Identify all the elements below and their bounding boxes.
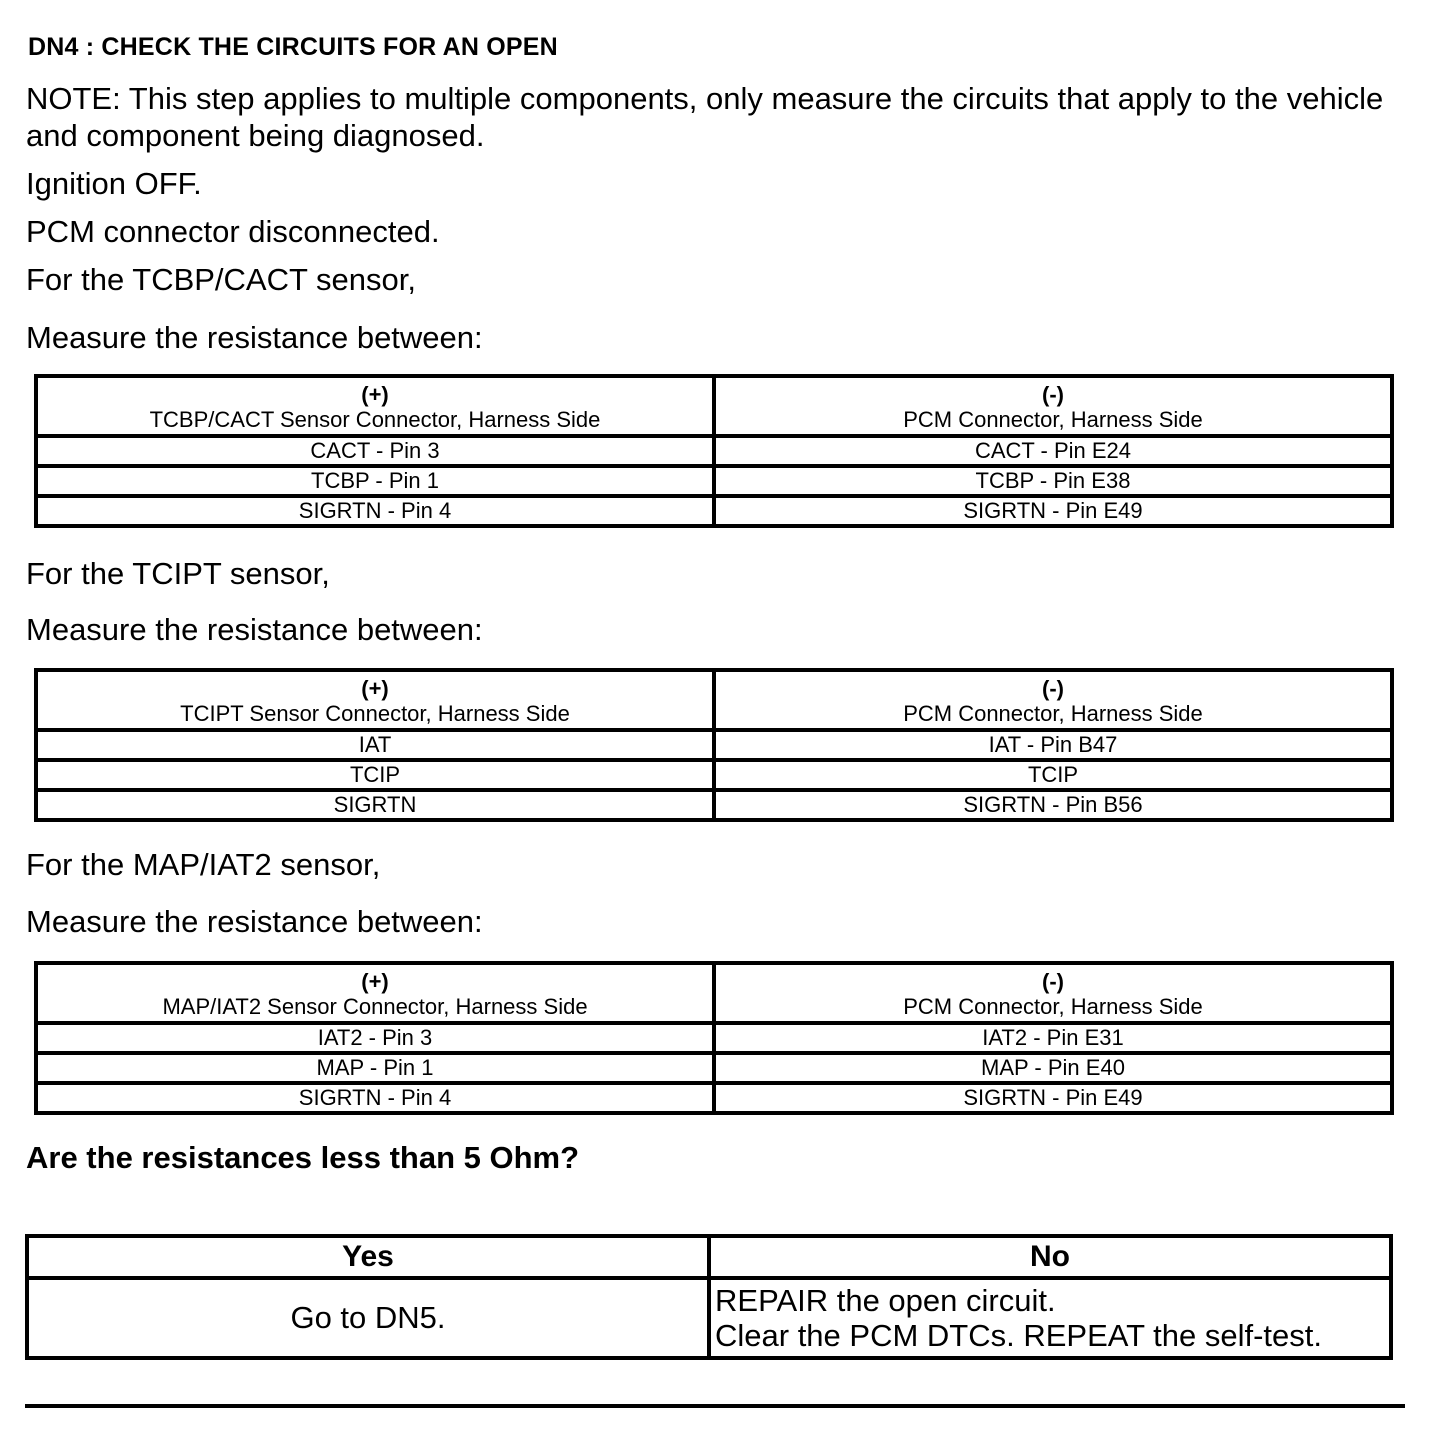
table-row bbox=[36, 760, 1392, 790]
positive-pin-cell: TCIP bbox=[36, 760, 714, 790]
positive-connector-label: TCIPT Sensor Connector, Harness Side bbox=[180, 701, 570, 726]
section-intro: For the TCIPT sensor, bbox=[26, 556, 330, 591]
table-row bbox=[36, 496, 1392, 526]
bottom-divider bbox=[25, 1404, 1405, 1408]
measure-instruction: Measure the resistance between: bbox=[26, 904, 483, 939]
table-row bbox=[36, 730, 1392, 760]
table-header-row bbox=[36, 963, 1392, 1023]
negative-column-header bbox=[714, 963, 1392, 1023]
table-row bbox=[36, 790, 1392, 820]
step-pcm-disconnected: PCM connector disconnected. bbox=[26, 214, 440, 249]
no-header: No bbox=[709, 1236, 1391, 1278]
negative-connector-label: PCM Connector, Harness Side bbox=[903, 407, 1203, 432]
decision-body-row bbox=[27, 1278, 1391, 1358]
measure-instruction: Measure the resistance between: bbox=[26, 612, 483, 647]
positive-pin-cell: TCBP - Pin 1 bbox=[36, 466, 714, 496]
decision-header-row bbox=[27, 1236, 1391, 1278]
positive-pin-cell: SIGRTN - Pin 4 bbox=[36, 496, 714, 526]
yes-action: Go to DN5. bbox=[27, 1278, 709, 1358]
negative-pin-cell: SIGRTN - Pin E49 bbox=[714, 1083, 1392, 1113]
measurement-table bbox=[34, 961, 1394, 1115]
negative-pin-cell: TCBP - Pin E38 bbox=[714, 466, 1392, 496]
negative-pin-cell: TCIP bbox=[714, 760, 1392, 790]
positive-connector-label: MAP/IAT2 Sensor Connector, Harness Side bbox=[162, 994, 588, 1019]
table-row bbox=[36, 436, 1392, 466]
yes-header: Yes bbox=[27, 1236, 709, 1278]
positive-connector-label: TCBP/CACT Sensor Connector, Harness Side bbox=[149, 407, 601, 432]
negative-column-header bbox=[714, 376, 1392, 436]
measurement-table bbox=[34, 668, 1394, 822]
negative-pin-cell: CACT - Pin E24 bbox=[714, 436, 1392, 466]
positive-column-header bbox=[36, 963, 714, 1023]
positive-pin-cell: SIGRTN bbox=[36, 790, 714, 820]
negative-sign: (-) bbox=[1042, 969, 1064, 994]
step-ignition-off: Ignition OFF. bbox=[26, 166, 202, 201]
table-header-row bbox=[36, 670, 1392, 730]
positive-column-header bbox=[36, 670, 714, 730]
negative-pin-cell: SIGRTN - Pin B56 bbox=[714, 790, 1392, 820]
note-text: NOTE: This step applies to multiple components, only measure the circuits that apply to the vehicle and component being diagnosed. bbox=[26, 81, 1384, 153]
table-row bbox=[36, 1083, 1392, 1113]
positive-sign: (+) bbox=[361, 382, 389, 407]
positive-pin-cell: IAT2 - Pin 3 bbox=[36, 1023, 714, 1053]
measure-instruction: Measure the resistance between: bbox=[26, 320, 483, 355]
negative-connector-label: PCM Connector, Harness Side bbox=[903, 994, 1203, 1019]
positive-pin-cell: SIGRTN - Pin 4 bbox=[36, 1083, 714, 1113]
table-row bbox=[36, 1023, 1392, 1053]
negative-sign: (-) bbox=[1042, 676, 1064, 701]
positive-sign: (+) bbox=[361, 969, 389, 994]
resistance-question: Are the resistances less than 5 Ohm? bbox=[26, 1140, 580, 1175]
positive-pin-cell: MAP - Pin 1 bbox=[36, 1053, 714, 1083]
table-header-row bbox=[36, 376, 1392, 436]
section-intro: For the TCBP/CACT sensor, bbox=[26, 262, 416, 297]
negative-sign: (-) bbox=[1042, 382, 1064, 407]
decision-table bbox=[25, 1234, 1393, 1360]
negative-pin-cell: SIGRTN - Pin E49 bbox=[714, 496, 1392, 526]
table-row bbox=[36, 1053, 1392, 1083]
section-intro: For the MAP/IAT2 sensor, bbox=[26, 847, 381, 882]
table-row bbox=[36, 466, 1392, 496]
positive-sign: (+) bbox=[361, 676, 389, 701]
negative-connector-label: PCM Connector, Harness Side bbox=[903, 701, 1203, 726]
step-title: DN4 : CHECK THE CIRCUITS FOR AN OPEN bbox=[28, 33, 558, 61]
positive-pin-cell: CACT - Pin 3 bbox=[36, 436, 714, 466]
negative-pin-cell: MAP - Pin E40 bbox=[714, 1053, 1392, 1083]
negative-pin-cell: IAT2 - Pin E31 bbox=[714, 1023, 1392, 1053]
positive-column-header bbox=[36, 376, 714, 436]
positive-pin-cell: IAT bbox=[36, 730, 714, 760]
no-action-line-2: Clear the PCM DTCs. REPEAT the self-test. bbox=[715, 1318, 1322, 1353]
measurement-table bbox=[34, 374, 1394, 528]
no-action-line-1: REPAIR the open circuit. bbox=[715, 1283, 1056, 1318]
negative-pin-cell: IAT - Pin B47 bbox=[714, 730, 1392, 760]
negative-column-header bbox=[714, 670, 1392, 730]
no-action bbox=[709, 1278, 1391, 1358]
